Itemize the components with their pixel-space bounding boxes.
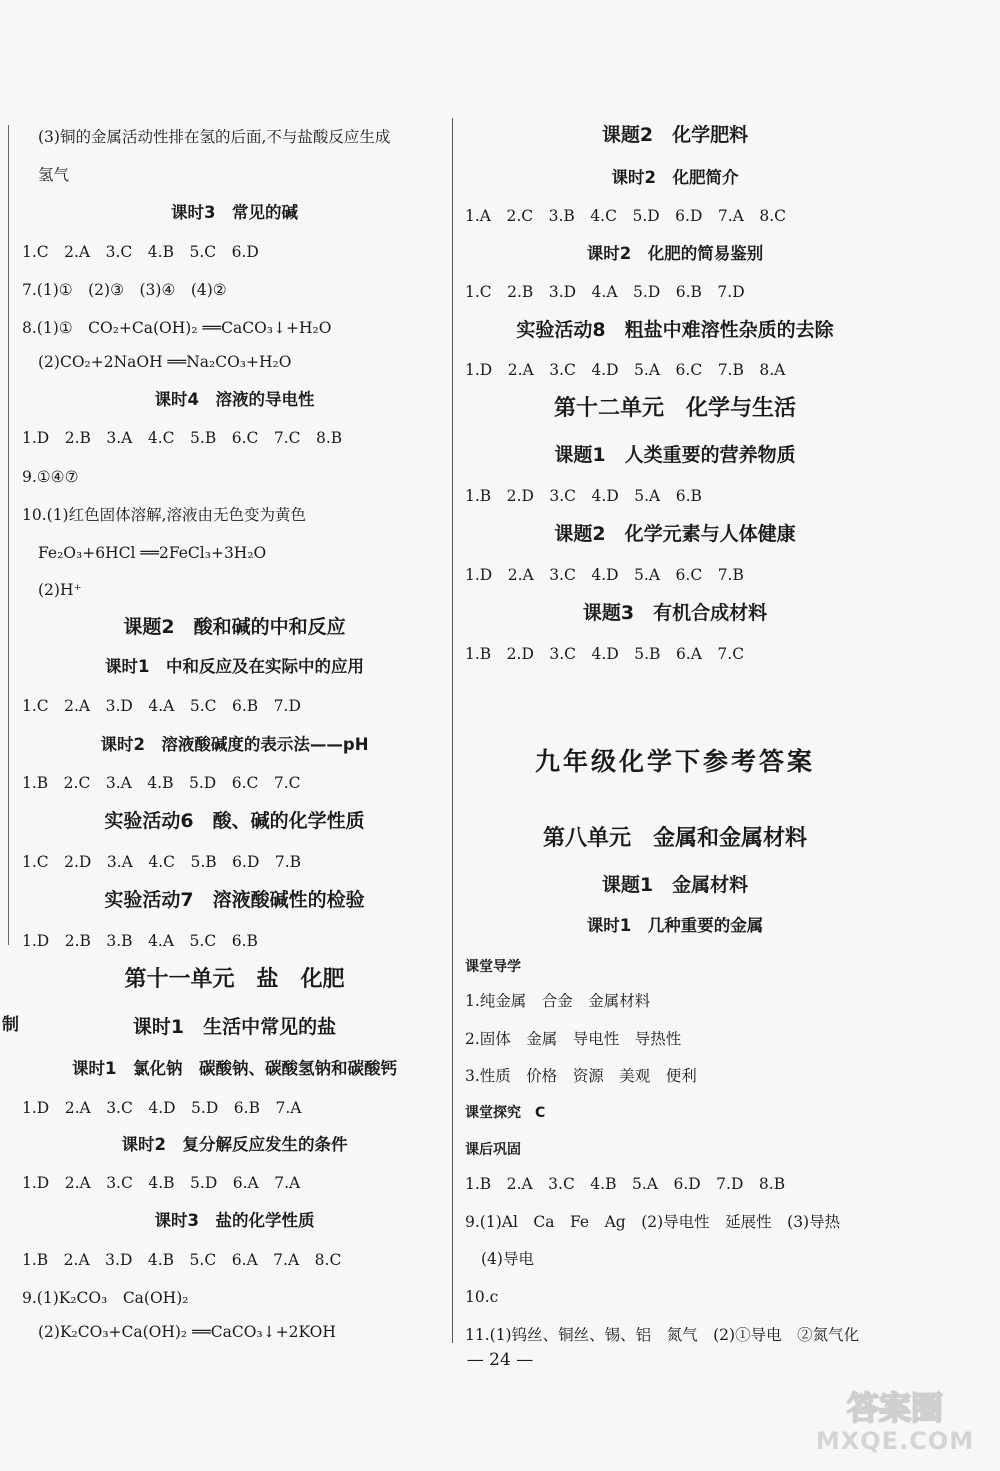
right-line: 课题1 金属材料 [601,874,749,896]
right-line: 9.(1)Al Ca Fe Ag (2)导电性 延展性 (3)导热 [465,1213,841,1231]
right-line: 课堂探究 C [465,1105,546,1121]
left-line: 课时1 生活中常见的盐 [132,1016,337,1038]
right-line: 1.纯金属 合金 金属材料 [465,992,651,1010]
left-line: 9.①④⑦ [22,468,79,486]
left-line: 课时3 常见的碱 [171,203,298,222]
left-line: 课时4 溶液的导电性 [154,390,315,409]
right-line: 课堂导学 [465,959,521,975]
column-divider [452,118,453,1343]
right-line: 第十二单元 化学与生活 [553,396,796,421]
right-line: 1.C 2.B 3.D 4.A 5.D 6.B 7.D [465,283,745,301]
right-line: 第八单元 金属和金属材料 [542,826,807,851]
left-line: 第十一单元 盐 化肥 [124,967,345,992]
left-line: 1.D 2.A 3.C 4.D 5.D 6.B 7.A [22,1099,302,1117]
right-line: 1.A 2.C 3.B 4.C 5.D 6.D 7.A 8.C [465,207,787,225]
left-line: 1.C 2.A 3.D 4.A 5.C 6.B 7.D [22,697,301,715]
left-line: 9.(1)K₂CO₃ Ca(OH)₂ [22,1289,189,1307]
edge-mark: 制 [2,1015,19,1035]
right-line: 课题1 人类重要的营养物质 [554,444,796,466]
left-line: 8.(1)① CO₂+Ca(OH)₂ ══CaCO₃↓+H₂O [22,319,332,337]
left-line: 1.B 2.A 3.D 4.B 5.C 6.A 7.A 8.C [22,1251,342,1269]
right-line: 3.性质 价格 资源 美观 便利 [465,1067,697,1085]
left-line: 课时2 复分解反应发生的条件 [121,1135,348,1154]
right-line: 1.B 2.D 3.C 4.D 5.B 6.A 7.C [465,645,745,663]
right-line: 课题2 化学元素与人体健康 [554,523,796,545]
left-margin-rule [8,125,9,945]
left-line: (3)铜的金属活动性排在氢的后面,不与盐酸反应生成 [38,128,391,146]
right-line: (4)导电 [481,1250,534,1268]
right-line: 2.固体 金属 导电性 导热性 [465,1030,682,1048]
left-line: 1.D 2.A 3.C 4.B 5.D 6.A 7.A [22,1174,301,1192]
right-line: 九年级化学下参考答案 [534,747,815,776]
right-line: 课时1 几种重要的金属 [586,916,764,935]
left-line: (2)K₂CO₃+Ca(OH)₂ ══CaCO₃↓+2KOH [38,1323,336,1341]
left-line: 1.C 2.A 3.C 4.B 5.C 6.D [22,243,259,261]
left-line: 课时1 氯化钠 碳酸钠、碳酸氢钠和碳酸钙 [72,1059,397,1078]
watermark [800,1385,990,1465]
right-line: 1.D 2.A 3.C 4.D 5.A 6.C 7.B 8.A [465,361,786,379]
right-line: 10.c [465,1288,499,1306]
watermark-logo [820,1385,970,1427]
left-line: 实验活动7 溶液酸碱性的检验 [104,889,365,911]
right-line: 课题2 化学肥料 [601,124,749,146]
left-line: 实验活动6 酸、碱的化学性质 [104,810,365,832]
left-line: (2)CO₂+2NaOH ══Na₂CO₃+H₂O [38,353,292,371]
left-line: 课题2 酸和碱的中和反应 [123,616,346,638]
left-line: 1.D 2.B 3.B 4.A 5.C 6.B [22,932,258,950]
watermark-text: MXQE.COM [815,1427,975,1455]
right-line: 课题3 有机合成材料 [582,602,768,624]
right-line: 课后巩固 [465,1142,521,1158]
right-line: 课时2 化肥的简易鉴别 [586,244,764,263]
left-line: 课时3 盐的化学性质 [154,1211,315,1230]
left-line: 课时1 中和反应及在实际中的应用 [105,657,364,676]
left-line: 氢气 [38,166,70,184]
left-line: Fe₂O₃+6HCl ══2FeCl₃+3H₂O [38,544,267,562]
left-line: 7.(1)① (2)③ (3)④ (4)② [22,281,227,299]
left-line: (2)H⁺ [38,581,82,599]
right-line: 实验活动8 粗盐中难溶性杂质的去除 [516,319,834,341]
right-line: 1.D 2.A 3.C 4.D 5.A 6.C 7.B [465,566,744,584]
left-line: 1.D 2.B 3.A 4.C 5.B 6.C 7.C 8.B [22,429,343,447]
right-line: 11.(1)钨丝、铜丝、锡、铝 氮气 (2)①导电 ②氮气化 [465,1326,860,1344]
left-line: 1.B 2.C 3.A 4.B 5.D 6.C 7.C [22,774,301,792]
right-line: 1.B 2.A 3.C 4.B 5.A 6.D 7.D 8.B [465,1175,786,1193]
watermark-logo-text: 答案圈 [846,1389,944,1427]
left-line: 1.C 2.D 3.A 4.C 5.B 6.D 7.B [22,853,302,871]
page-number: — 24 — [466,1350,534,1370]
left-line: 课时2 溶液酸碱度的表示法——pH [100,735,369,754]
right-line: 1.B 2.D 3.C 4.D 5.A 6.B [465,487,702,505]
left-line: 10.(1)红色固体溶解,溶液由无色变为黄色 [22,506,307,524]
right-line: 课时2 化肥简介 [611,168,739,187]
